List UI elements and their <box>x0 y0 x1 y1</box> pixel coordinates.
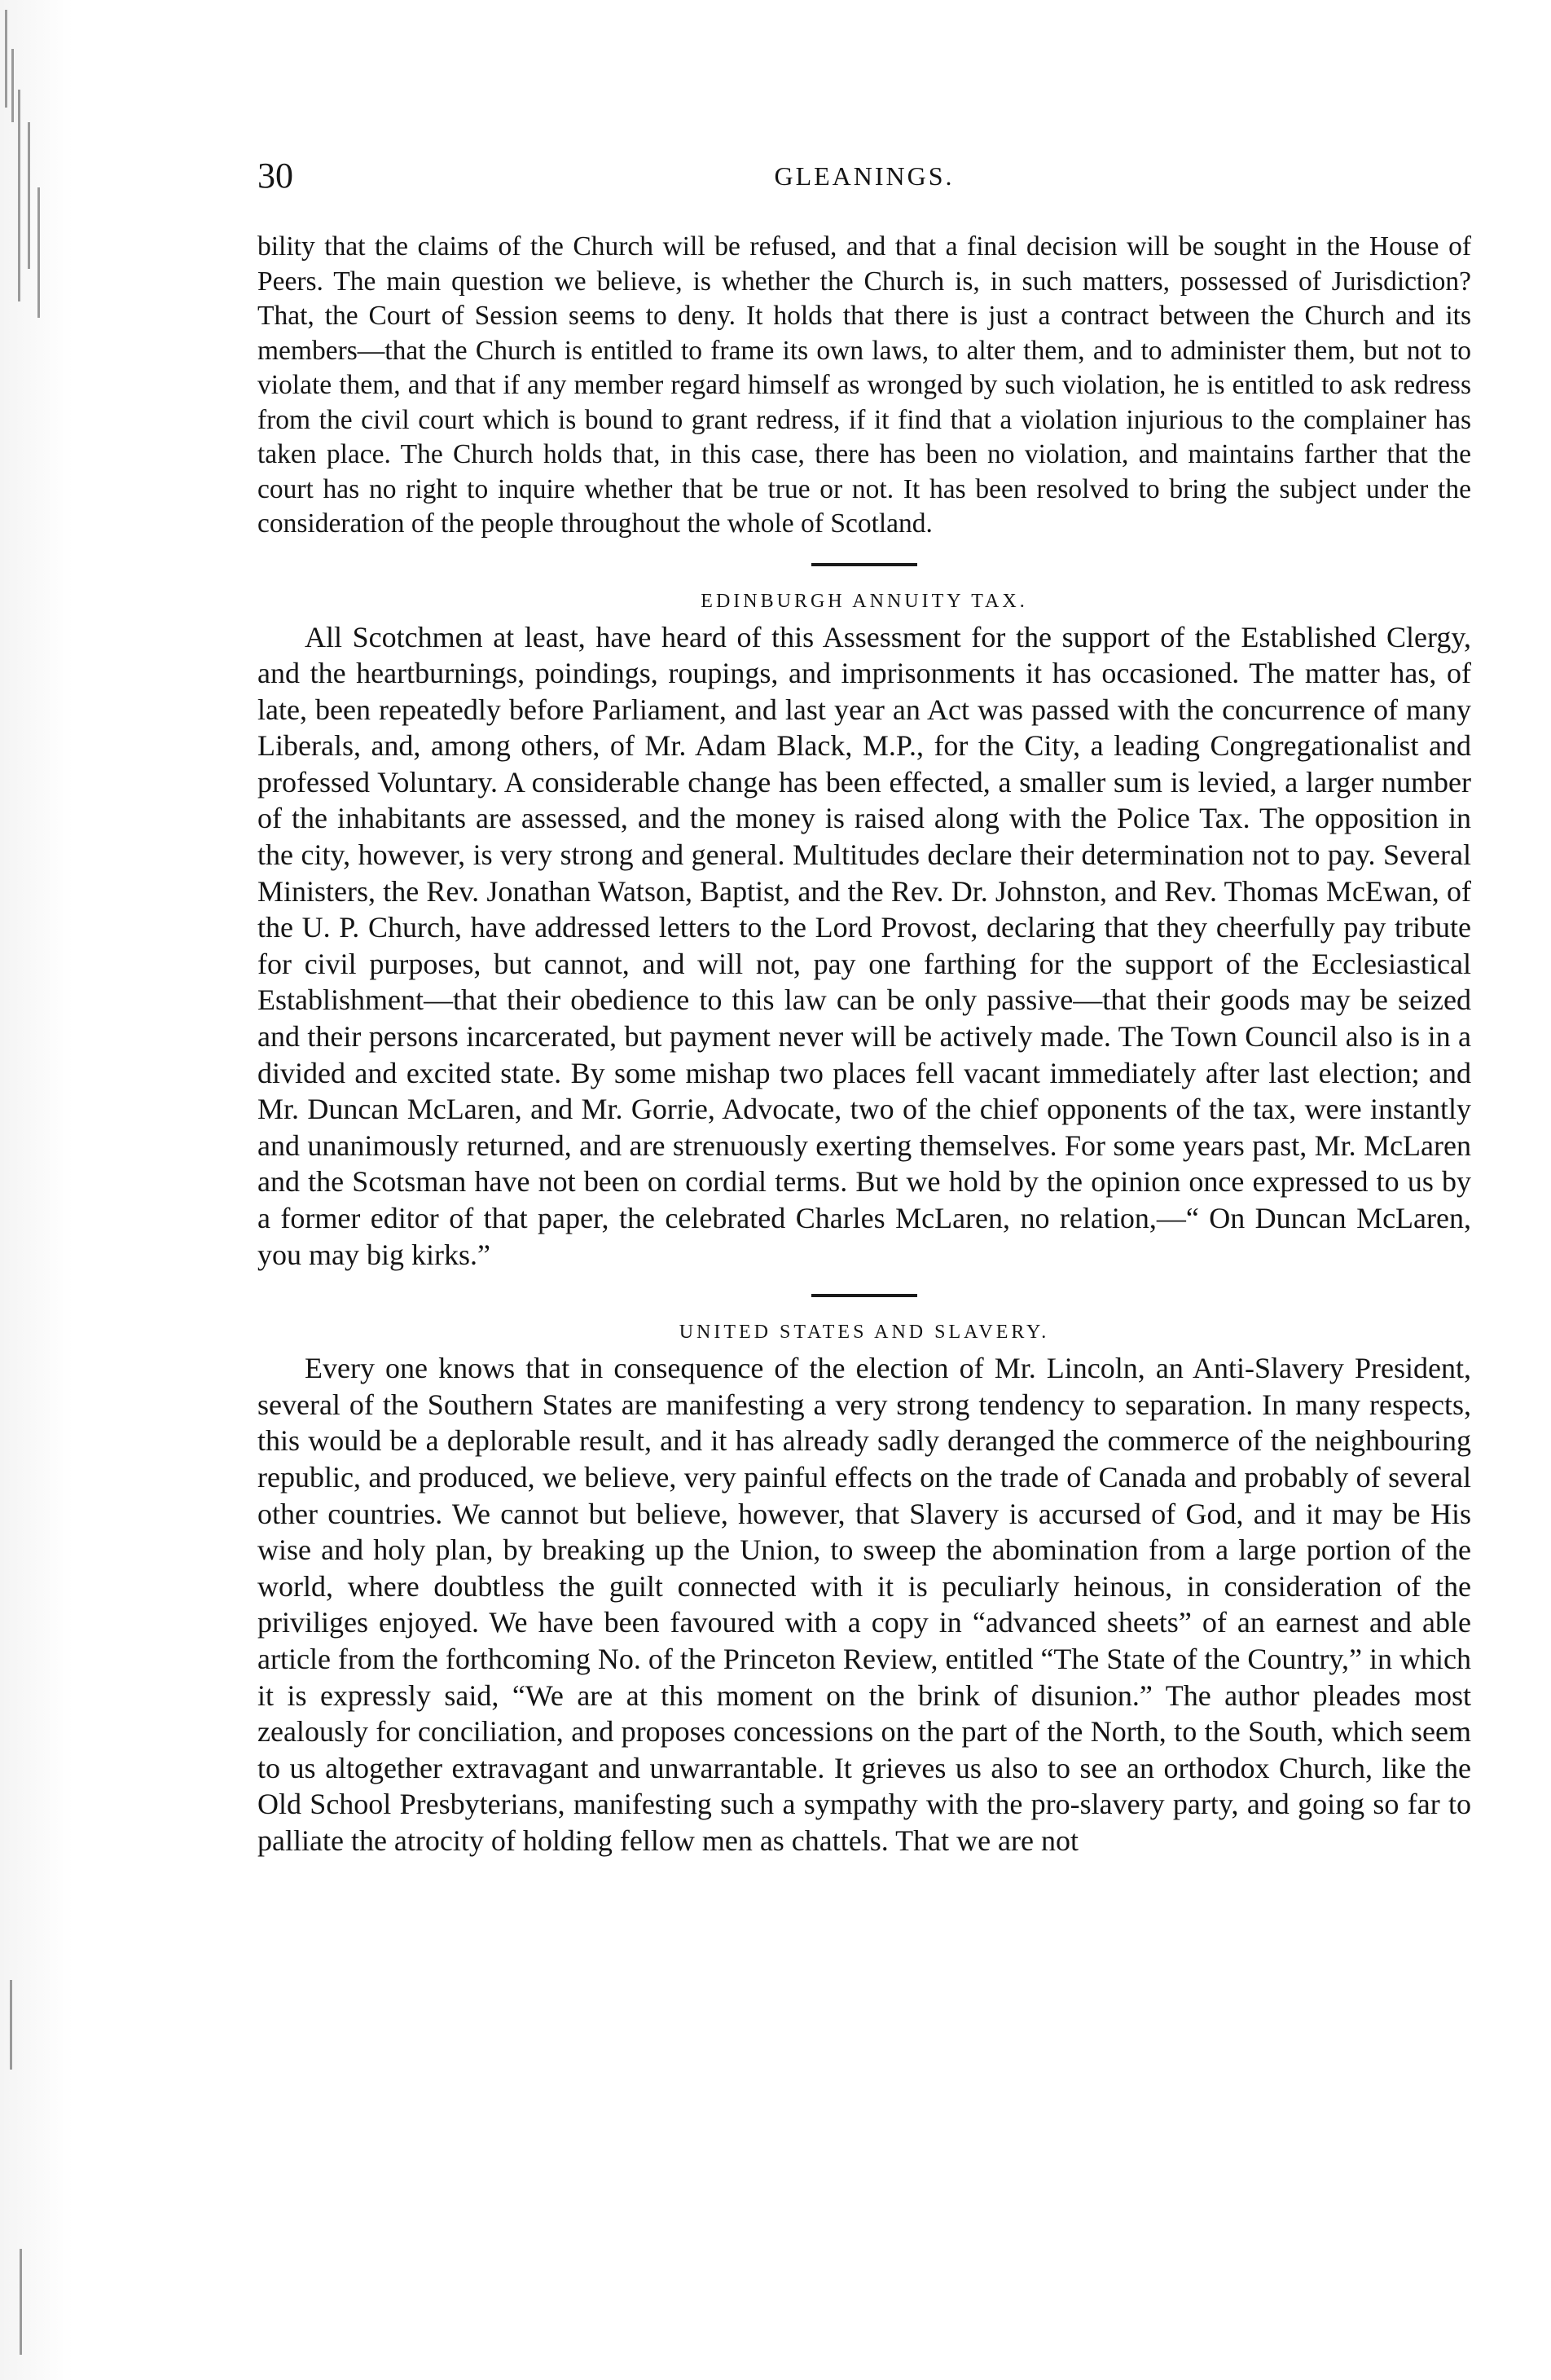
paragraph-united-states-slavery: Every one knows that in consequence of the election of Mr. Lincoln, an Anti-Slavery President, several of the Southern States are manifesting a very strong tendency to separation. In many respects, this would be a deplorable result, and it has already sadly deranged the commerce of the neighbouring republic, and produced, we believe, very painful effects on the trade of Canada and probably of several other countries. We cannot but believe, however, that Slavery is accursed of God, and it may be His wise and holy plan, by breaking up the Union, to sweep the abomination from a large portion of the world, where doubtless the guilt connected with it is peculiarly heinous, in consideration of the priviliges enjoyed. We have been favoured with a copy in “advanced sheets” of an earnest and able article from the forthcoming No. of the Princeton Review, entitled “The State of the Country,” in which it is expressly said, “We are at this moment on the brink of disunion.” The author pleades most zealously for conciliation, and proposes concessions on the part of the North, to the South, which seem to us altogether extravagant and unwarrantable. It grieves us also to see an orthodox Church, like the Old School Presbyterians, manifesting such a sympathy with the pro-slavery party, and going so far to palliate the atrocity of holding fellow men as chattels. That we are not <box>257 1352 1471 1857</box>
section-divider <box>811 1294 917 1297</box>
body-text <box>257 230 1471 1859</box>
page-header <box>257 155 1471 204</box>
spine-mark <box>18 90 20 301</box>
paragraph-church-jurisdiction: bility that the claims of the Church will be refused, and that a final decision will be sought in the House of Peers. The main question we believe, is whether the Church is, in such matters, possessed of Jurisdiction? That, the Court of Session seems to deny. It holds that there is just a contract between the Church and its members—that the Church is entitled to frame its own laws, to alter them, and to administer them, but not to violate them, and that if any member regard himself as wronged by such violation, he is entitled to ask redress from the civil court which is bound to grant redress, if it find that a violation injurious to the complainer has taken place. The Church holds that, in this case, there has been no violation, and maintains farther that the court has no right to inquire whether that be true or not. It has been resolved to bring the subject under the consideration of the people throughout the whole of Scotland. <box>257 231 1471 539</box>
paragraph-annuity-tax: All Scotchmen at least, have heard of this Assessment for the support of the Established Clergy, and the heartburnings, poindings, roupings, and imprisonments it has occasioned. The matter has, of late, been repeatedly before Parliament, and last year an Act was passed with the concurrence of many Liberals, and, among others, of Mr. Adam Black, M.P., for the City, a leading Congregationalist and professed Voluntary. A considerable change has been effected, a smaller sum is levied, a larger number of the inhabitants are assessed, and the money is raised along with the Police Tax. The opposition in the city, however, is very strong and general. Multitudes declare their determination not to pay. Several Ministers, the Rev. Jonathan Watson, Baptist, and the Rev. Dr. Johnston, and Rev. Thomas McEwan, of the U. P. Church, have addressed letters to the Lord Provost, declaring that they cheerfully pay tribute for civil purposes, but cannot, and will not, pay one farthing for the support of the Ecclesiastical Establishment—that their obedience to this law can be only passive—that their goods may be seized and their persons incarcerated, but payment never will be actively made. The Town Council also is in a divided and excited state. By some mishap two places fell vacant immediately after last election; and Mr. Duncan McLaren, and Mr. Gorrie, Advocate, two of the chief opponents of the tax, were instantly and unanimously returned, and are strenuously exerting themselves. For some years past, Mr. McLaren and the Scotsman have not been on cordial terms. But we hold by the opinion once expressed to us by a former editor of that paper, the celebrated Charles McLaren, no relation,—“ On Duncan McLaren, you may big kirks.” <box>257 620 1471 1271</box>
page-number: 30 <box>257 156 293 196</box>
spine-mark <box>28 122 30 269</box>
book-spine-shadow <box>0 0 90 2380</box>
running-title: GLEANINGS. <box>774 161 955 191</box>
spine-mark <box>20 2249 22 2355</box>
spine-mark <box>5 10 7 108</box>
spine-mark <box>10 1980 12 2070</box>
spine-mark <box>11 49 14 122</box>
section-divider <box>811 563 917 566</box>
section-title-annuity-tax: EDINBURGH ANNUITY TAX. <box>701 590 1028 612</box>
spine-mark <box>37 187 40 318</box>
section-title-united-states-slavery: UNITED STATES AND SLAVERY. <box>679 1322 1050 1344</box>
